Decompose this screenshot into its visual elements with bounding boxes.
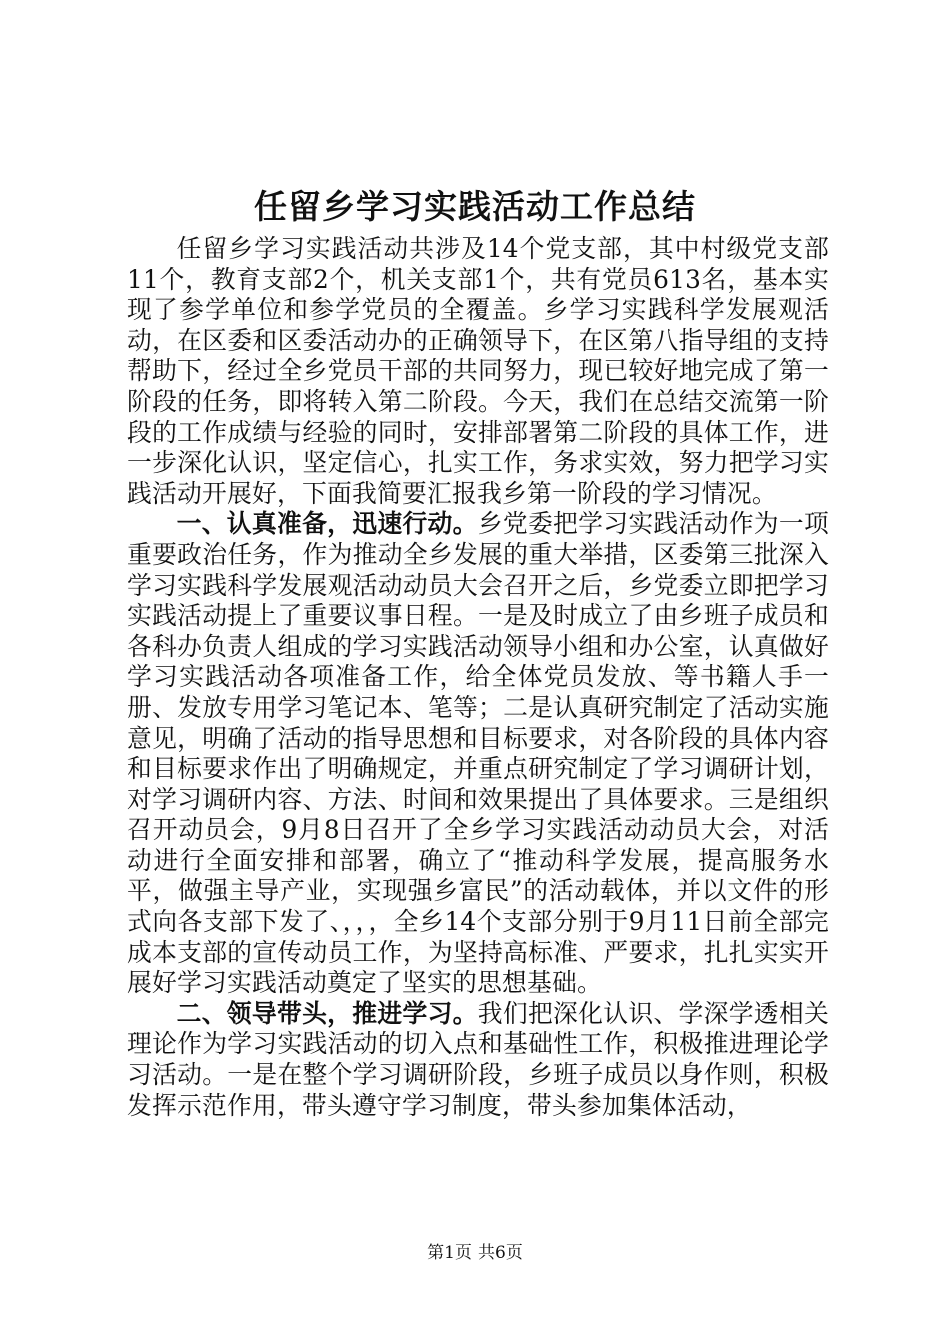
section-2-text: 我们把深化认识、学深学透相关理论作为学习实践活动的切入点和基础性工作，积极推进理论学习活动。一是在整个学习调研阶段，乡班子成员以身作则，积极发挥示范作用，带头遵守学习制度，带头参加集体活动， [127, 998, 829, 1120]
document-title: 任留乡学习实践活动工作总结 [254, 187, 696, 226]
paragraph-section-2 [127, 999, 829, 1121]
page-footer [0, 1241, 950, 1265]
section-2-heading: 二、领导带头，推进学习。 [176, 998, 478, 1028]
document-body [127, 234, 829, 1121]
paragraph-intro-text: 任留乡学习实践活动共涉及14个党支部，其中村级党支部11个，教育支部2个，机关支部1个，共有党员613名，基本实现了参学单位和参学党员的全覆盖。乡学习实践科学发展观活动，在区委和区委活动办的正确领导下，在区第八指导组的支持帮助下，经过全乡党员干部的共同努力，现已较好地完成了第一阶段的任务，即将转入第二阶段。今天，我们在总结交流第一阶段的工作成绩与经验的同时，安排部署第二阶段的具体工作，进一步深化认识，坚定信心，扎实工作，务求实效，努力把学习实践活动开展好，下面我简要汇报我乡第一阶段的学习情况。 [127, 234, 829, 508]
page-number-total: 共6页 [478, 1243, 523, 1263]
paragraph-section-1 [127, 509, 829, 999]
paragraph-intro [127, 234, 829, 509]
page-number-current: 第1页 [427, 1243, 472, 1263]
section-1-text: 乡党委把学习实践活动作为一项重要政治任务，作为推动全乡发展的重大举措，区委第三批深入学习实践科学发展观活动动员大会召开之后，乡党委立即把学习实践活动提上了重要议事日程。一是及时成立了由乡班子成员和各科办负责人组成的学习实践活动领导小组和办公室，认真做好学习实践活动各项准备工作，给全体党员发放、等书籍人手一册、发放专用学习笔记本、笔等；二是认真研究制定了活动实施意见，明确了活动的指导思想和目标要求，对各阶段的具体内容和目标要求作出了明确规定，并重点研究制定了学习调研计划，对学习调研内容、方法、时间和效果提出了具体要求。三是组织召开动员会，9月8日召开了全乡学习实践活动动员大会，对活动进行全面安排和部署，确立了“推动科学发展，提高服务水平，做强主导产业，实现强乡富民”的活动载体，并以文件的形式向各支部下发了、，，，全乡14个支部分别于9月11日前全部完成本支部的宣传动员工作，为坚持高标准、严要求，扎扎实实开展好学习实践活动奠定了坚实的思想基础。 [127, 509, 829, 998]
section-1-heading: 一、认真准备，迅速行动。 [176, 509, 478, 539]
